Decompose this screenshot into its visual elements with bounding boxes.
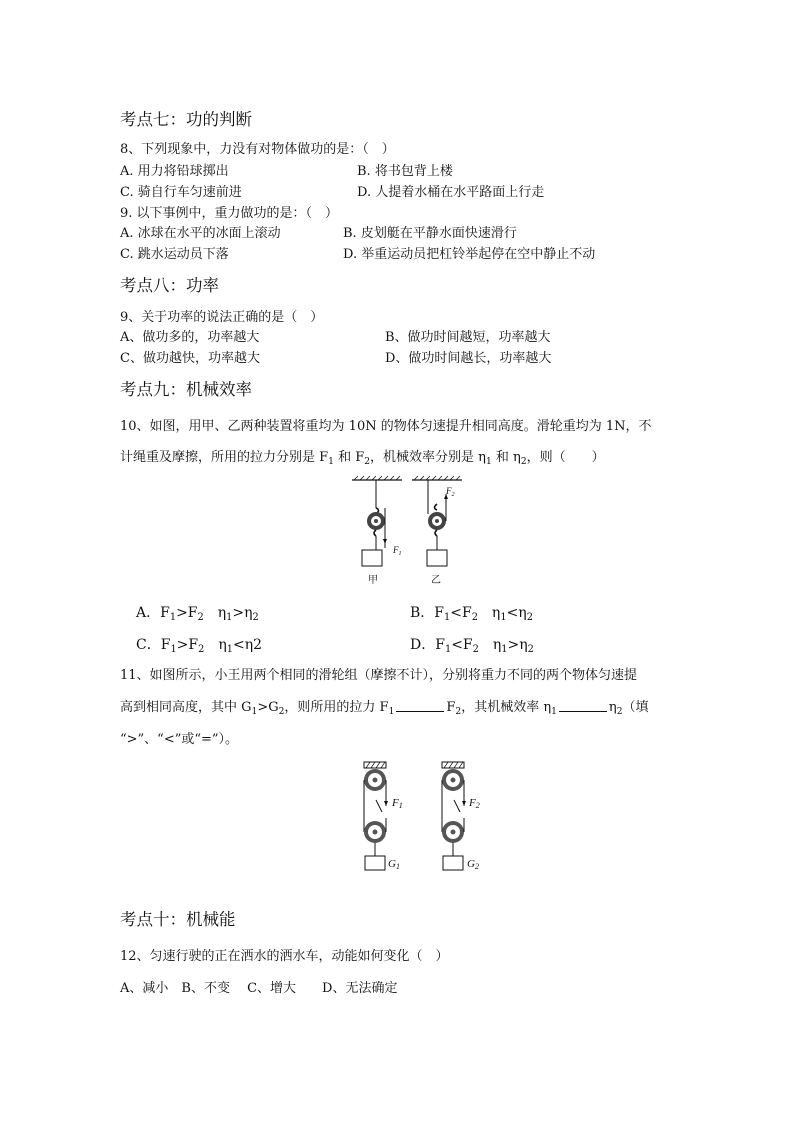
q9b-option-b: B、做功时间越短，功率越大 — [385, 330, 551, 345]
q11-line3: “>”、“<”或“=”）。 — [120, 732, 239, 747]
q10-stem-line2: 计绳重及摩擦，所用的拉力分别是 $F_1$ 和 $F_2$，机械效率分别是 $\eta_1$ 和 $\eta_2$，则（ ） — [120, 450, 605, 467]
q10-option-a: A．$F_1>F_2$ $\eta_1>\eta_2$ — [136, 605, 259, 623]
q10-fig-f1-label: $F_1$ — [393, 545, 402, 557]
q8-option-d: D. 人提着水桶在水平路面上行走 — [357, 185, 545, 200]
q10-pulley-figure — [346, 474, 466, 590]
q11-fig-g2-label: G2 — [467, 858, 479, 871]
q9-stem: 9. 以下事例中，重力做功的是：（ ） — [120, 206, 339, 221]
q10-stem-line1: 10、如图，用甲、乙两种装置将重均为 10N 的物体匀速提升相同高度。滑轮重均为 1N，不 — [120, 419, 652, 434]
heading-section-10: 考点十：机械能 — [120, 910, 236, 929]
q11-line2: 高到相同高度，其中 $G_1>G_2$，则所用的拉力 $F_1$ $F_2$，其机械效率 $\eta_1$ $\eta_2$（填 — [120, 700, 649, 717]
q10-option-d: D．$F_1<F_2$ $\eta_1>\eta_2$ — [410, 637, 534, 655]
q10-option-b: B．$F_1<F_2$ $\eta_1<\eta_2$ — [410, 605, 533, 623]
q9-option-a: A. 冰球在水平的冰面上滚动 — [120, 226, 281, 241]
heading-section-8: 考点八：功率 — [120, 276, 219, 295]
q9b-stem: 9、关于功率的说法正确的是（ ） — [120, 310, 324, 325]
q9-option-c: C. 跳水运动员下落 — [120, 247, 229, 262]
q8-option-a: A. 用力将铅球掷出 — [120, 164, 229, 179]
q12-options: A、减小 B、不变 C、增大 D、无法确定 — [120, 981, 398, 996]
q11-fig-g1-label: G1 — [388, 858, 400, 871]
q10-option-c: C．$F_1>F_2$ $\eta_1<\eta 2$ — [136, 637, 263, 655]
q11-blank-force[interactable] — [396, 701, 444, 712]
q9b-option-c: C、做功越快，功率越大 — [120, 351, 260, 366]
heading-section-7: 考点七：功的判断 — [120, 110, 252, 129]
q11-fig-f1-label: F1 — [392, 797, 403, 810]
heading-section-9: 考点九：机械效率 — [120, 380, 252, 399]
q9-option-b: B. 皮划艇在平静水面快速滑行 — [343, 226, 517, 241]
q12-stem: 12、匀速行驶的正在洒水的洒水车，动能如何变化（ ） — [120, 949, 449, 964]
q11-blank-efficiency[interactable] — [559, 701, 607, 712]
q9-option-d: D. 举重运动员把杠铃举起停在空中静止不动 — [343, 247, 596, 262]
q11-pulley-figure — [356, 760, 496, 874]
q9b-option-a: A、做功多的，功率越大 — [120, 330, 260, 345]
q9b-option-d: D、做功时间越长，功率越大 — [385, 351, 552, 366]
q8-stem: 8、下列现象中，力没有对物体做功的是：（ ） — [120, 142, 395, 157]
q11-line1: 11、如图所示，小王用两个相同的滑轮组（摩擦不计），分别将重力不同的两个物体匀速提 — [120, 668, 638, 683]
q10-fig-f2-label: $F_2$ — [446, 486, 455, 498]
q8-option-c: C. 骑自行车匀速前进 — [120, 185, 242, 200]
q10-fig-label-jia: 甲 — [368, 575, 378, 586]
q10-fig-label-yi: 乙 — [431, 575, 441, 586]
q11-fig-f2-label: F2 — [469, 797, 480, 810]
q8-option-b: B. 将书包背上楼 — [357, 164, 453, 179]
